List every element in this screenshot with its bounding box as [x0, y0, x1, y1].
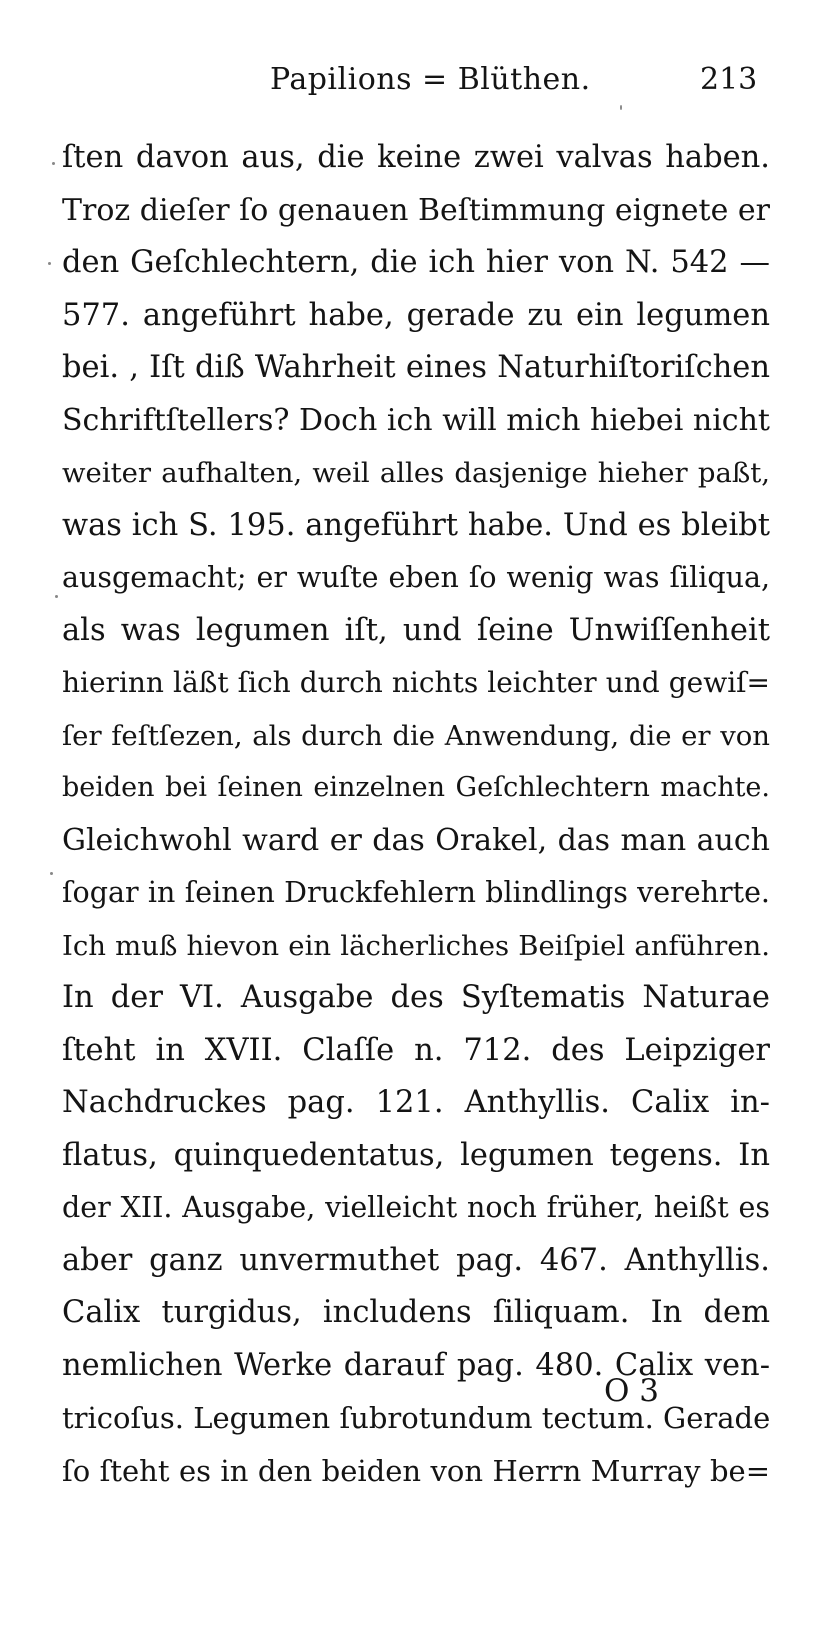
print-speck — [52, 162, 55, 165]
text-line: hierinn läßt ſich durch nichts leichter und gewiſ= — [62, 666, 770, 699]
text-line: Troz dieſer ſo genauen Beſtimmung eignete er — [62, 192, 770, 228]
text-line: Nachdruckes pag. 121. Anthyllis. Calix in- — [62, 1085, 770, 1120]
text-line: den Geſchlechtern, die ich hier von N. 542 — — [62, 245, 770, 280]
text-line: beiden bei ſeinen einzelnen Geſchlechtern machte. — [62, 772, 770, 803]
text-line: ſteht in XVII. Claſſe n. 712. des Leipziger — [62, 1032, 770, 1068]
text-line: ſten davon aus, die keine zwei valvas haben. — [62, 140, 770, 175]
text-line: ſo ſteht es in den beiden von Herrn Murray be= — [62, 1453, 770, 1488]
text-line: 577. angeführt habe, gerade zu ein legumen — [62, 297, 770, 333]
text-line: nemlichen Werke darauf pag. 480. Calix ven- — [62, 1347, 770, 1383]
text-line: bei. , Iſt diß Wahrheit eines Naturhiſtoriſchen — [62, 350, 770, 385]
running-title: Papilions = Blüthen. — [270, 62, 591, 97]
print-speck — [48, 262, 51, 265]
text-line: Calix turgidus, includens ſiliquam. In dem — [62, 1295, 770, 1330]
print-speck — [55, 595, 58, 598]
text-line: aber ganz unvermuthet pag. 467. Anthyllis. — [62, 1242, 770, 1278]
text-line: Schriftſtellers? Doch ich will mich hiebei nicht — [62, 402, 770, 438]
text-line: In der VI. Ausgabe des Syſtematis Naturae — [62, 980, 770, 1015]
print-speck — [50, 872, 53, 875]
text-line: flatus, quinquedentatus, legumen tegens. In — [62, 1137, 770, 1173]
page-number: 213 — [700, 62, 758, 97]
print-speck — [620, 105, 622, 110]
text-line: als was legumen iſt, und ſeine Unwiſſenheit — [62, 612, 770, 648]
text-line: weiter aufhalten, weil alles dasjenige hieher paßt, — [62, 457, 770, 489]
text-line: ausgemacht; er wuſte eben ſo wenig was ſiliqua, — [62, 561, 770, 594]
text-line: ſer feſtſezen, als durch die Anwendung, die er von — [62, 719, 770, 752]
text-line: der XII. Ausgabe, vielleicht noch früher, heißt es — [62, 1191, 770, 1224]
body-text — [62, 132, 770, 1497]
text-line: Gleichwohl ward er das Orakel, das man auch — [62, 822, 770, 858]
text-line: Ich muß hievon ein lächerliches Beiſpiel anführen. — [62, 929, 770, 962]
text-line: ſogar in ſeinen Druckfehlern blindlings verehrte. — [62, 876, 770, 909]
text-line: was ich S. 195. angeführt habe. Und es bleibt — [62, 507, 770, 543]
text-line: tricoſus. Legumen ſubrotundum tectum. Gerade — [62, 1401, 770, 1435]
signature-mark: O 3 — [604, 1373, 659, 1409]
